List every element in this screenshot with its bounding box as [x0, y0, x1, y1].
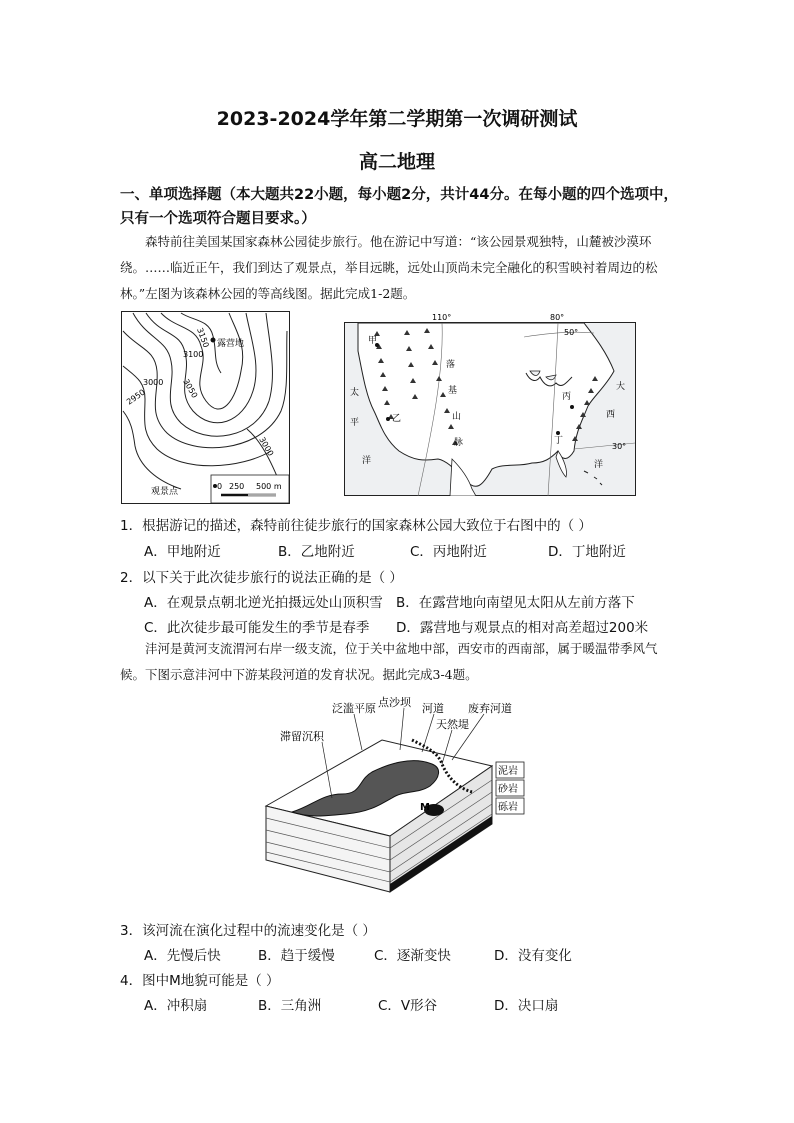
- lon-110: 110°: [432, 313, 452, 322]
- q1-option-d[interactable]: D．丁地附近: [548, 544, 626, 560]
- q2-option-a[interactable]: A．在观景点朝北逆光拍摄远处山顶积雪: [144, 595, 383, 611]
- contour-label-3000b: 3000: [257, 435, 276, 458]
- ocean-ping: 平: [350, 418, 360, 428]
- contour-map: [121, 311, 290, 504]
- contour-label-3100: 3100: [183, 350, 204, 359]
- contour-label-3000: 3000: [143, 378, 164, 387]
- question-4-stem: 4．图中M地貌可能是（ ）: [120, 973, 280, 989]
- river-diagram: [262, 694, 526, 898]
- scale-label-250: 250: [229, 482, 245, 491]
- section-heading: 一、单项选择题（本大题共22小题，每小题2分，共计44分。在每小题的四个选项中，只有一个选项符合题目要求。）: [120, 187, 678, 227]
- passage-1: 森特前往美国某国家森林公园徒步旅行。他在游记中写道：“该公园景观独特，山麓被沙漠环绕。……临近正午，我们到达了观景点，举目远眺，远处山顶尚未完全融化的积雪映衬着周边的松林。”左图为该森林公园的等高线图。据此完成1-2题。: [120, 234, 658, 301]
- mountain-label-4: 脉: [454, 438, 464, 448]
- legend-conglomerate: 砾岩: [498, 802, 518, 813]
- label-levee: 天然堤: [436, 718, 469, 731]
- question-2-stem: 2．以下关于此次徒步旅行的说法正确的是（ ）: [120, 570, 403, 586]
- point-yi-label: 乙: [392, 414, 402, 424]
- ocean-yang-atlantic: 洋: [594, 460, 604, 470]
- passage-2: 沣河是黄河支流渭河右岸一级支流，位于关中盆地中部，西安市的西南部，属于暖温带季风气候。下图示意沣河中下游某段河道的发育状况。据此完成3-4题。: [120, 641, 658, 682]
- q3-option-a[interactable]: A．先慢后快: [144, 948, 221, 964]
- q4-option-d[interactable]: D．决口扇: [494, 998, 559, 1014]
- label-channel: 河道: [422, 702, 444, 715]
- question-3-stem: 3．该河流在演化过程中的流速变化是（ ）: [120, 923, 376, 939]
- q2-option-b[interactable]: B．在露营地向南望见太阳从左前方落下: [396, 595, 635, 611]
- q4-option-b[interactable]: B．三角洲: [258, 998, 322, 1014]
- subject-title: 高二地理: [358, 151, 435, 173]
- scale-label-500: 500 m: [256, 482, 282, 491]
- lat-30: 30°: [612, 442, 627, 451]
- q2-option-d[interactable]: D．露营地与观景点的相对高差超过200米: [396, 620, 649, 636]
- point-yi: [386, 417, 390, 421]
- ocean-da: 大: [616, 382, 626, 392]
- ocean-yang-pacific: 洋: [362, 456, 372, 466]
- q3-option-d[interactable]: D．没有变化: [494, 948, 572, 964]
- scale-label-0: 0: [217, 482, 223, 491]
- ocean-tai: 太: [350, 388, 360, 398]
- label-lag-deposit: 滞留沉积: [280, 730, 324, 743]
- camp-dot: [211, 338, 216, 343]
- contour-label-2950: 2950: [124, 387, 147, 407]
- contour-label-3150: 3150: [195, 326, 211, 349]
- q3-option-c[interactable]: C．逐渐变快: [374, 948, 451, 964]
- point-jia-label: 甲: [368, 336, 378, 346]
- contour-label-3050: 3050: [181, 377, 200, 400]
- q1-option-a[interactable]: A．甲地附近: [144, 544, 221, 560]
- legend-sandstone: 砂岩: [498, 784, 518, 795]
- q4-option-c[interactable]: C．V形谷: [378, 998, 438, 1014]
- q4-option-a[interactable]: A．冲积扇: [144, 998, 208, 1014]
- mountain-label-1: 落: [446, 360, 456, 370]
- mountain-label-2: 基: [448, 386, 458, 396]
- us-map: [344, 311, 636, 496]
- ocean-xi: 西: [606, 410, 616, 420]
- lat-50: 50°: [564, 328, 579, 337]
- legend-mudstone: 泥岩: [498, 766, 518, 777]
- q1-option-c[interactable]: C．丙地附近: [410, 544, 487, 560]
- point-ding-label: 丁: [554, 436, 564, 446]
- label-floodplain: 泛滥平原: [332, 702, 376, 715]
- q2-option-c[interactable]: C．此次徒步最可能发生的季节是春季: [144, 620, 370, 636]
- question-1-stem: 1．根据游记的描述，森特前往徒步旅行的国家森林公园大致位于右图中的（ ）: [120, 518, 592, 534]
- label-point-bar: 点沙坝: [378, 696, 411, 709]
- point-ding: [556, 431, 560, 435]
- exam-title: 2023-2024学年第二学期第一次调研测试: [216, 108, 578, 130]
- point-bing-label: 丙: [562, 392, 572, 402]
- lon-80: 80°: [550, 313, 565, 322]
- river-labels: [280, 695, 512, 743]
- label-abandoned: 废弃河道: [468, 702, 512, 715]
- label-m: M: [420, 802, 430, 813]
- q3-option-b[interactable]: B．趋于缓慢: [258, 948, 335, 964]
- mountain-label-3: 山: [452, 412, 462, 422]
- camp-label: 露营地: [217, 339, 245, 349]
- point-bing: [570, 405, 574, 409]
- q1-option-b[interactable]: B．乙地附近: [278, 544, 355, 560]
- viewpoint-label: 观景点: [151, 487, 179, 497]
